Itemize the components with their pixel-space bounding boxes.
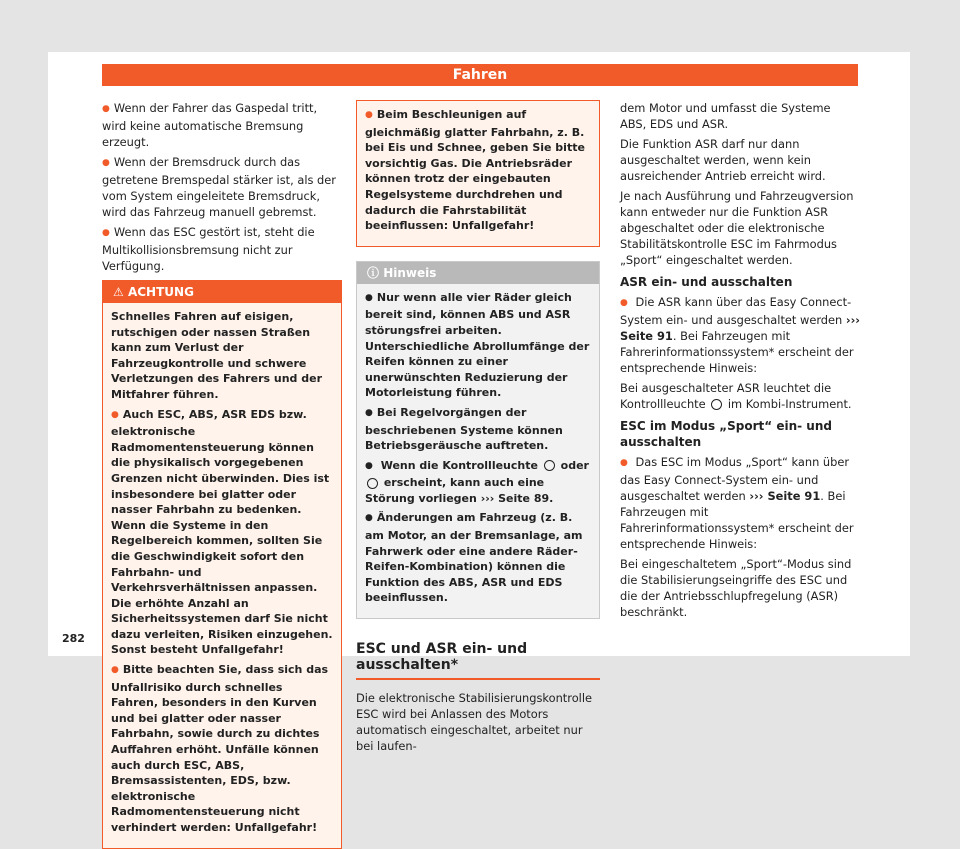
page-reference-link[interactable]: ››› Seite 91 — [749, 489, 821, 503]
page-reference-link[interactable]: ››› Seite 89 — [480, 491, 550, 505]
section-text: Die elektronische Stabilisierungskontrolle ESC wird bei Anlassen des Motors automatisch eingeschaltet, arbeitet nur bei laufen- — [356, 691, 593, 754]
page-number: 282 — [62, 632, 85, 645]
list-item: ● Wenn die Kontrollleuchte oder erscheint, kann auch eine Störung vorliegen ››› Seite 89. — [365, 458, 591, 507]
warning-header — [103, 281, 341, 303]
list-item: ● Wenn der Fahrer das Gaspedal tritt, wird keine automatische Bremsung erzeugt. — [102, 100, 342, 150]
list-item: ● Beim Beschleunigen auf gleichmäßig glatter Fahrbahn, z. B. bei Eis und Schnee, geben Sie bitte vorsichtig Gas. Die Antriebsräder können trotz der eingebauten Regelsysteme durchdrehen und dadurch die Fahrstabilität beeinflussen: Unfallgefahr! — [365, 107, 591, 234]
chapter-header: Fahren — [102, 64, 858, 86]
note-header — [357, 262, 599, 284]
list-item: ● Das ESC im Modus „Sport“ kann über das Easy Connect-System ein- und ausgeschaltet werden ››› Seite 91. Bei Fahrzeugen mit Fahrerinformationssystem* erscheint der entsprechende Hinweis: — [620, 454, 860, 552]
subheading-asr: ASR ein- und ausschalten — [620, 275, 793, 289]
column-middle — [356, 100, 600, 758]
list-item: ● Nur wenn alle vier Räder gleich bereit sind, können ABS und ASR störungsfrei arbeiten. Unterschiedliche Abrollumfänge der Reifen können zu einer unerwünschten Reduzierung der Motorleistung führen. — [365, 290, 591, 401]
column-left — [102, 100, 342, 849]
page-reference-link[interactable]: ››› Seite 91 — [620, 313, 860, 343]
info-icon: ⓘ — [367, 265, 380, 280]
paragraph: Die Funktion ASR darf nur dann ausgeschaltet werden, wenn kein ausreichender Antrieb erreicht wird. — [620, 137, 826, 183]
warning-box — [102, 280, 342, 849]
list-item: ● Auch ESC, ABS, ASR EDS bzw. elektronische Radmomentensteuerung können die physikalisch vorgegebenen Grenzen nicht überwinden. Dies ist insbesondere bei glatter oder nasser Fahrbahn zu bedenken. Wenn die Systeme in den Regelbereich kommen, sollten Sie die Geschwindigkeit sofort den Fahrbahn- und Verkehrsverhältnissen anpassen. Die erhöhte Anzahl an Sicherheitssystemen darf Sie nicht dazu verleiten, Risiken einzugehen. Sonst besteht Unfallgefahr! — [111, 407, 333, 659]
list-item: ● Änderungen am Fahrzeug (z. B. am Motor, an der Bremsanlage, am Fahrwerk oder eine andere Räder-Reifen-Kombination) können die Funktion des ABS, ASR und EDS beeinflussen. — [365, 510, 591, 606]
note-box — [356, 261, 600, 619]
column-right — [620, 100, 860, 624]
warning-icon: ⚠ — [113, 285, 124, 299]
subheading-esc-sport: ESC im Modus „Sport“ ein- und ausschalten — [620, 419, 832, 449]
list-item: ● Wenn das ESC gestört ist, steht die Multikollisionsbremsung nicht zur Verfügung. — [102, 224, 342, 274]
list-item: ● Bei Regelvorgängen der beschriebenen Systeme können Betriebsgeräusche auftreten. — [365, 405, 591, 454]
paragraph: dem Motor und umfasst die Systeme ABS, EDS und ASR. — [620, 101, 831, 131]
paragraph: Je nach Ausführung und Fahrzeugversion kann entweder nur die Funktion ASR abgeschaltet oder die elektronische Stabilitätskontrolle ESC im Fahrmodus „Sport“ eingeschaltet werden. — [620, 189, 854, 267]
paragraph: Bei ausgeschalteter ASR leuchtet die Kontrollleuchte im Kombi-Instrument. — [620, 381, 852, 411]
warning-intro: Schnelles Fahren auf eisigen, rutschigen oder nassen Straßen kann zum Verlust der Fahrzeugkontrolle und schwere Verletzungen des Fahrers und der Mitfahrer führen. — [111, 310, 322, 401]
esc-warning-lamp-icon — [544, 460, 555, 471]
asr-off-lamp-icon — [711, 399, 722, 410]
warning-box-continued — [356, 100, 600, 247]
list-item: ● Wenn der Bremsdruck durch das getretene Bremspedal stärker ist, als der vom System eingeleitete Bremsdruck, wird das Fahrzeug manuell gebremst. — [102, 154, 342, 220]
section-title: ESC und ASR ein- und ausschalten* — [356, 641, 600, 680]
list-item: ● Die ASR kann über das Easy Connect-System ein- und ausgeschaltet werden ››› Seite 91. Bei Fahrzeugen mit Fahrerinformationssystem* erscheint der entsprechende Hinweis: — [620, 294, 860, 376]
abs-warning-lamp-icon — [367, 478, 378, 489]
paragraph: Bei eingeschaltetem „Sport“-Modus sind die Stabilisierungseingriffe des ESC und die der Antriebsschlupfregelung (ASR) beschränkt. — [620, 557, 852, 619]
list-item: ● Bitte beachten Sie, dass sich das Unfallrisiko durch schnelles Fahren, besonders in den Kurven und bei glatter oder nasser Fahrbahn, sowie durch zu dichtes Auffahren erhöht. Unfälle können auch durch ESC, ABS, Bremsassistenten, EDS, bzw. elektronische Radmomentensteuerung nicht verhindert werden: Unfallgefahr! — [111, 662, 333, 836]
note-title: Hinweis — [383, 265, 437, 280]
warning-title: ACHTUNG — [127, 285, 194, 299]
